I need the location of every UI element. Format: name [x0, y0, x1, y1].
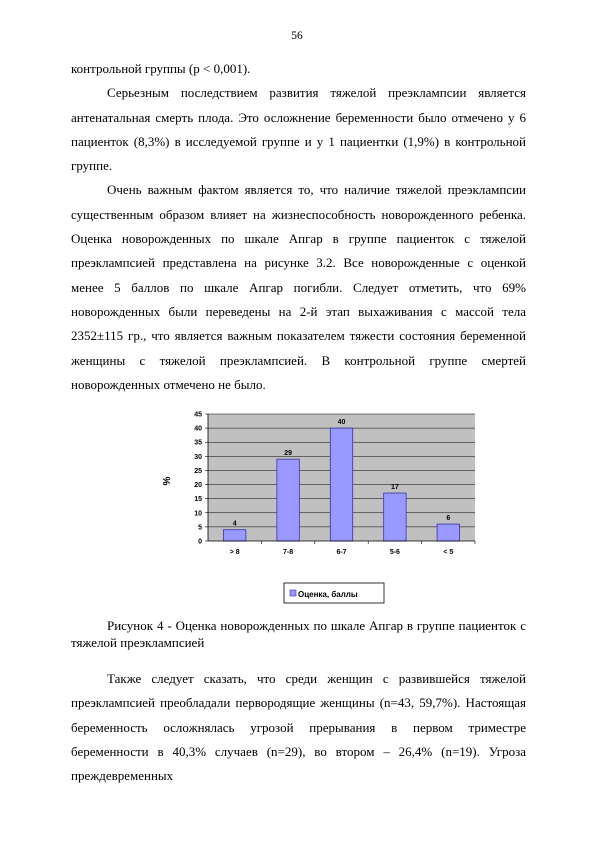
body-text-top — [71, 57, 526, 397]
paragraph: Также следует сказать, что среди женщин с развившейся тяжелой преэклампсией преобладали первородящие женщины (n=43, 59,7%). Настоящая беременность осложнялась угрозой прерывания в первом триместре беременности в 40,3% случаев (n=29), во втором – 26,4% (n=19). Угроза преждевременных — [71, 671, 526, 784]
y-tick-label: 35 — [194, 439, 202, 447]
data-label: 29 — [284, 450, 292, 458]
apgar-bar-chart — [152, 405, 492, 615]
y-tick-label: 45 — [194, 411, 202, 419]
paragraph: Очень важным фактом является то, что наличие тяжелой преэклампсии существенным образом влияет на жизнеспособность новорожденного ребенка. Оценка новорожденных по шкале Апгар в группе пациенток с тяжелой преэклампсией представлена на рисунке 3.2. Все новорожденные с оценкой менее 5 баллов по шкале Апгар погибли. Следует отметить, что 69% новорожденных были переведены на 2-й этап выхаживания с массой тела 2352±115 гр., что является важным показателем тяжести состояния беременной женщины с тяжелой преэклампсией. В контрольной группе смертей новорожденных отмечено не было. — [71, 182, 526, 392]
y-axis-label: % — [162, 476, 173, 486]
chart-svg — [152, 405, 492, 615]
data-label: 6 — [446, 515, 451, 523]
legend-swatch — [290, 590, 296, 596]
data-label: 17 — [391, 484, 399, 492]
page-number: 56 — [291, 30, 303, 42]
x-tick-label: > 8 — [229, 549, 240, 556]
data-label: 4 — [232, 520, 237, 528]
bar-4 — [384, 493, 406, 541]
x-tick-label: < 5 — [443, 549, 454, 556]
paragraph: Серьезным последствием развития тяжелой преэклампсии является антенатальная смерть плода. Это осложнение беременности было отмечено у 6 пациенток (8,3%) в исследуемой группе и у 1 пациентки (1,9%) в контрольной группе. — [71, 85, 526, 174]
x-tick-label: 7-8 — [283, 549, 294, 556]
y-tick-label: 20 — [194, 482, 202, 490]
bar-1 — [223, 530, 245, 541]
y-tick-labels — [194, 412, 202, 546]
data-label: 40 — [337, 419, 346, 427]
y-tick-label: 15 — [194, 496, 202, 504]
y-tick-label: 5 — [198, 524, 202, 532]
figure-caption: Рисунок 4 - Оценка новорожденных по шкале Апгар в группе пациенток с тяжелой преэклампсией — [71, 618, 526, 650]
y-tick-label: 40 — [194, 425, 202, 433]
y-tick-label: 30 — [194, 453, 202, 461]
y-tick-label: 10 — [194, 510, 202, 518]
bar-5 — [437, 524, 459, 541]
bar-2 — [277, 459, 299, 541]
paragraph: контрольной группы (р < 0,001). — [71, 61, 251, 76]
bar-3 — [330, 428, 352, 541]
x-tick-labels — [230, 541, 475, 556]
x-tick-label: 5-6 — [389, 549, 400, 556]
x-tick-label: 6-7 — [336, 549, 347, 556]
legend-label: Оценка, баллы — [298, 590, 358, 599]
y-tick-label: 25 — [194, 467, 202, 475]
y-tick-label: 0 — [198, 538, 202, 546]
body-text-bottom — [71, 667, 526, 788]
